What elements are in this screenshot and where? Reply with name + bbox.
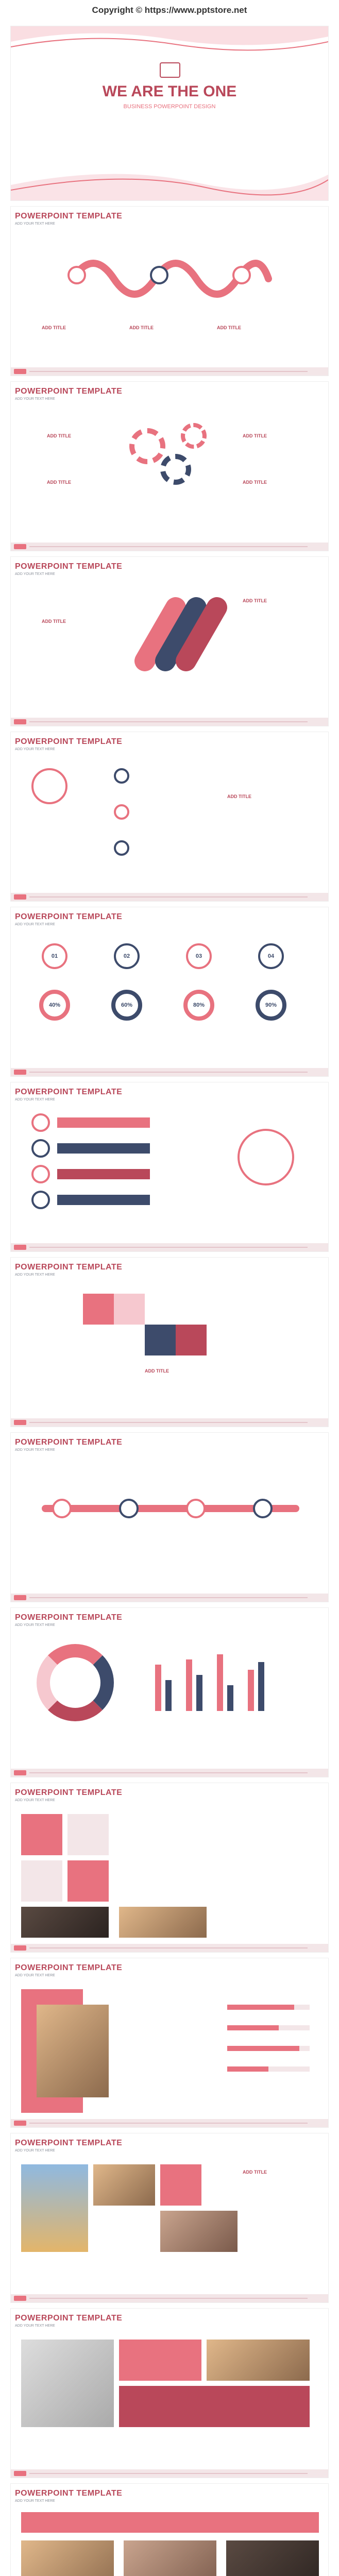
step-circle-3 [232,266,251,284]
block-4 [176,1325,207,1355]
photo-3 [226,2540,319,2576]
slide-footer-bar [11,1068,328,1076]
bar-5 [217,1654,223,1711]
progress-fill-2 [227,2025,279,2030]
cover-slide [10,26,329,201]
slide-title: POWERPOINT TEMPLATE [15,1963,123,1972]
slide-title: POWERPOINT TEMPLATE [15,212,123,221]
bar-3 [186,1659,192,1711]
copyright-header [0,0,339,21]
slide-footer-bar [11,1594,328,1602]
item-label-2: ADD TITLE [243,598,267,603]
list-icon-1 [114,768,129,784]
icon-tile-2 [67,1814,109,1855]
slide-four-circles [10,907,329,1077]
copyright-text-top: Copyright © https://www.pptstore.net [92,5,247,15]
item-label-1: ADD TITLE [145,1368,169,1374]
item-label-1: ADD TITLE [47,433,71,438]
slide-footer-bar [11,1418,328,1427]
cover-title: WE ARE THE ONE [102,83,237,100]
block-1 [83,1294,114,1325]
bar-7 [248,1670,254,1711]
slide-title: POWERPOINT TEMPLATE [15,2139,123,2147]
search-panel [119,2340,201,2381]
icon-tile [160,2164,201,2206]
chart-icon-circle [238,1129,294,1185]
timeline-node-4 [253,1499,273,1518]
item-label-1: ADD TITLE [42,325,66,330]
slide-title: POWERPOINT TEMPLATE [15,1438,123,1447]
item-label-2: ADD TITLE [47,480,71,485]
slide-photo-band [10,2308,329,2478]
cover-subtitle: BUSINESS POWERPOINT DESIGN [123,104,216,110]
item-label-4: ADD TITLE [243,480,267,485]
item-label-3: ADD TITLE [217,325,241,330]
slide-title: POWERPOINT TEMPLATE [15,1088,123,1096]
trophy-icon [31,768,67,804]
slide-subtitle: ADD YOUR TEXT HERE [15,1448,55,1452]
list-circle-3 [31,1165,50,1183]
slide-footer-bar [11,543,328,551]
slide-donut-bars [10,1607,329,1777]
slide-footer-bar [11,893,328,901]
top-wave [11,26,328,57]
slide-puzzle [10,1257,329,1427]
slide-footer-bar [11,367,328,376]
slide-title: POWERPOINT TEMPLATE [15,1788,123,1797]
slide-subtitle: ADD YOUR TEXT HERE [15,397,55,401]
number-circle-4: 04 [258,943,284,969]
slide-footer-bar [11,2294,328,2302]
gear-icon-2 [160,454,191,485]
slide-tablet-progress [10,1958,329,2128]
photo-building [21,2164,88,2252]
bar-1 [155,1665,161,1711]
slide-subtitle: ADD YOUR TEXT HERE [15,1098,55,1101]
slide-title: POWERPOINT TEMPLATE [15,2314,123,2323]
slide-subtitle: ADD YOUR TEXT HERE [15,222,55,226]
donut-ring [37,1644,114,1721]
slide-subtitle: ADD YOUR TEXT HERE [15,1799,55,1802]
slide-horizontal-timeline [10,1432,329,1602]
timeline-node-1 [52,1499,72,1518]
item-label-1: ADD TITLE [227,794,251,799]
photo-interior [21,2340,114,2427]
number-circle-2: 02 [114,943,140,969]
percent-ring-3: 80% [183,990,214,1021]
block-2 [114,1294,145,1325]
list-icon-3 [114,840,129,856]
photo-2 [124,2540,216,2576]
slide-three-photos [10,2483,329,2576]
gear-icon-1 [129,428,165,464]
slide-title: POWERPOINT TEMPLATE [15,1263,123,1272]
bar-8 [258,1662,264,1711]
tablet-photo [37,2005,109,2097]
bar-4 [196,1675,202,1711]
photo-1 [21,2540,114,2576]
list-circle-1 [31,1113,50,1132]
progress-fill-1 [227,2005,294,2010]
photo-2 [207,2340,310,2381]
slide-footer-bar [11,1769,328,1777]
item-label-3: ADD TITLE [243,433,267,438]
monitor-icon [160,62,180,78]
timeline-node-2 [119,1499,139,1518]
progress-fill-4 [227,2066,268,2072]
photo-2 [93,2164,155,2206]
slide-gears [10,381,329,551]
number-circle-3: 03 [186,943,212,969]
slide-footer-bar [11,1944,328,1952]
bottom-wave [11,159,328,200]
photo-1 [21,1907,109,1938]
slide-title: POWERPOINT TEMPLATE [15,2489,123,2498]
slide-list-circle [10,1082,329,1252]
photo-2 [119,1907,207,1938]
slide-photo-collage [10,2133,329,2303]
slide-icon-grid [10,1783,329,1953]
list-circle-4 [31,1191,50,1209]
block-3 [145,1325,176,1355]
slide-subtitle: ADD YOUR TEXT HERE [15,2324,55,2328]
list-band-3 [57,1169,150,1179]
slide-title: POWERPOINT TEMPLATE [15,1613,123,1622]
slide-trophy [10,732,329,902]
slide-subtitle: ADD YOUR TEXT HERE [15,2149,55,2153]
slide-subtitle: ADD YOUR TEXT HERE [15,748,55,751]
icon-tile-3 [21,1860,62,1902]
percent-ring-2: 60% [111,990,142,1021]
slide-footer-bar [11,2119,328,2127]
slide-title: POWERPOINT TEMPLATE [15,562,123,571]
slide-subtitle: ADD YOUR TEXT HERE [15,1623,55,1627]
slide-timeline [10,206,329,376]
bar-6 [227,1685,233,1711]
slide-footer-bar [11,1243,328,1251]
slide-title: POWERPOINT TEMPLATE [15,387,123,396]
progress-fill-3 [227,2046,299,2051]
gear-icon-3 [181,423,207,449]
bar-2 [165,1680,172,1711]
item-label-2: ADD TITLE [129,325,154,330]
list-band-2 [57,1143,150,1154]
slide-subtitle: ADD YOUR TEXT HERE [15,572,55,576]
list-band-4 [57,1195,150,1205]
slide-footer-bar [11,2469,328,2478]
percent-ring-1: 40% [39,990,70,1021]
slide-subtitle: ADD YOUR TEXT HERE [15,1974,55,1977]
slide-subtitle: ADD YOUR TEXT HERE [15,923,55,926]
slide-title: POWERPOINT TEMPLATE [15,737,123,746]
list-circle-2 [31,1139,50,1158]
number-circle-1: 01 [42,943,67,969]
item-label-1: ADD TITLE [42,619,66,624]
step-circle-2 [150,266,168,284]
slide-subtitle: ADD YOUR TEXT HERE [15,2499,55,2503]
list-band-1 [57,1117,150,1128]
slide-subtitle: ADD YOUR TEXT HERE [15,1273,55,1277]
slide-footer-bar [11,718,328,726]
list-icon-2 [114,804,129,820]
icon-tile-1 [21,1814,62,1855]
percent-ring-4: 90% [256,990,286,1021]
photo-3 [160,2211,238,2252]
step-circle-1 [67,266,86,284]
item-label-1: ADD TITLE [243,2170,267,2175]
slide-tilted-bars [10,556,329,726]
timeline-node-3 [186,1499,206,1518]
text-panel [119,2386,310,2427]
header-band [21,2512,319,2533]
icon-tile-4 [67,1860,109,1902]
slide-title: POWERPOINT TEMPLATE [15,912,123,921]
